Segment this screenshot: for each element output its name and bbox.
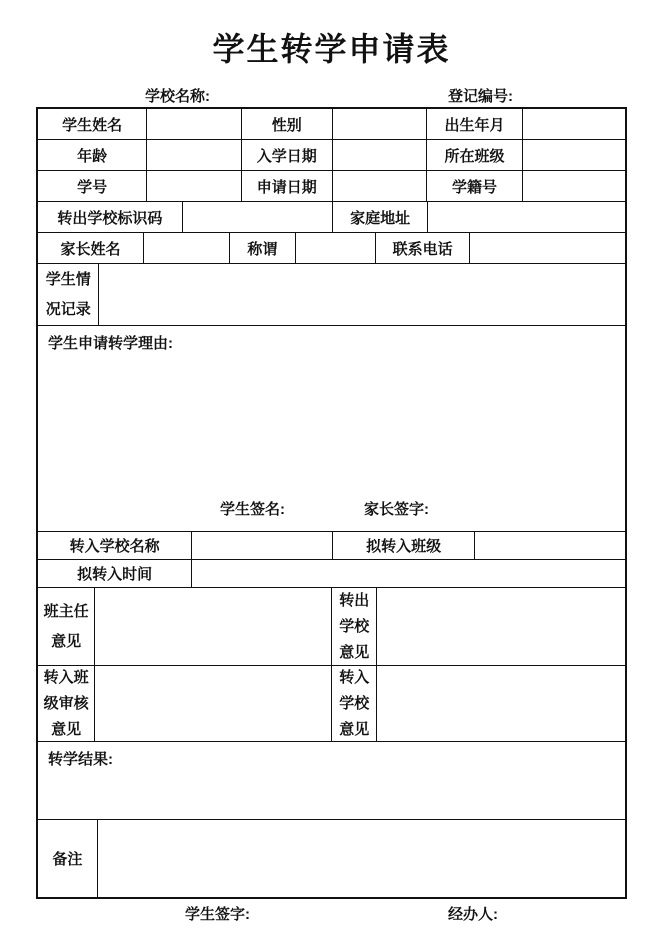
student-record-input[interactable]	[98, 264, 625, 325]
parent-name-label: 家长姓名	[60, 240, 121, 258]
transfer-in-school-opinion-label-line3: 意见	[339, 720, 370, 738]
student-name-label: 学生姓名	[62, 116, 123, 134]
proposed-class-input[interactable]	[474, 532, 625, 559]
proposed-time-label: 拟转入时间	[77, 566, 153, 583]
table-row	[38, 109, 625, 139]
age-input[interactable]	[146, 140, 240, 170]
student-id-input[interactable]	[146, 171, 240, 201]
transfer-in-school-opinion-label-line1: 转入	[339, 668, 370, 686]
parent-signature-label: 家长签字:	[364, 501, 429, 518]
current-class-input[interactable]	[522, 140, 625, 170]
table-row	[38, 325, 625, 531]
gender-input[interactable]	[332, 109, 426, 139]
school-name-label: 学校名称:	[145, 88, 210, 105]
table-row	[38, 232, 625, 263]
school-name-input[interactable]	[210, 90, 360, 106]
transfer-out-school-code-input[interactable]	[182, 202, 332, 232]
transfer-in-school-opinion-input[interactable]	[376, 666, 625, 741]
current-class-label: 所在班级	[426, 140, 521, 170]
student-status-no-label: 学籍号	[426, 171, 521, 201]
table-row	[38, 559, 625, 587]
table-row	[38, 819, 625, 897]
transfer-out-school-opinion-label-line3: 意见	[339, 643, 370, 661]
home-address-label: 家庭地址	[332, 202, 427, 232]
transfer-in-class-review-label-line2: 级审核	[43, 694, 89, 712]
registration-no-input[interactable]	[513, 90, 663, 106]
relationship-input[interactable]	[295, 233, 375, 263]
transfer-out-school-opinion-label-line1: 转出	[339, 591, 370, 609]
transfer-result-section[interactable]	[38, 742, 625, 819]
transfer-reason-section[interactable]	[38, 326, 625, 531]
remarks-label: 备注	[52, 851, 83, 868]
relationship-label: 称谓	[229, 233, 295, 263]
class-teacher-opinion-label-line2: 意见	[51, 632, 82, 650]
registration-no-label: 登记编号:	[448, 88, 513, 105]
student-record-label-line2: 况记录	[45, 300, 91, 318]
proposed-time-input[interactable]	[191, 560, 625, 587]
contact-phone-label: 联系电话	[375, 233, 468, 263]
transfer-out-school-opinion-label	[331, 588, 376, 665]
transfer-out-school-opinion-input[interactable]	[376, 588, 625, 665]
footer-handler-label: 经办人:	[448, 906, 498, 923]
gender-label: 性别	[241, 109, 332, 139]
student-record-label	[38, 264, 98, 325]
class-teacher-opinion-label-line1: 班主任	[43, 602, 89, 620]
contact-phone-input[interactable]	[469, 233, 625, 263]
transfer-in-school-opinion-label	[331, 666, 376, 741]
student-record-label-line1: 学生情	[45, 270, 91, 288]
table-row	[38, 263, 625, 325]
registration-no-field	[448, 85, 663, 106]
table-row	[38, 170, 625, 201]
transfer-in-class-review-label-line1: 转入班	[43, 668, 89, 686]
transfer-in-school-name-label: 转入学校名称	[69, 538, 160, 555]
student-name-input[interactable]	[146, 109, 240, 139]
enrollment-date-label: 入学日期	[241, 140, 332, 170]
student-id-label: 学号	[77, 178, 108, 196]
transfer-in-class-review-input[interactable]	[94, 666, 331, 741]
table-row	[38, 139, 625, 170]
home-address-input[interactable]	[427, 202, 625, 232]
table-row	[38, 741, 625, 819]
table-row	[38, 531, 625, 559]
remarks-input[interactable]	[97, 820, 625, 897]
footer-student-signature-label: 学生签字:	[185, 906, 250, 923]
transfer-out-school-code-label: 转出学校标识码	[57, 209, 163, 227]
table-row	[38, 665, 625, 741]
transfer-in-school-name-input[interactable]	[191, 532, 332, 559]
table-row	[38, 587, 625, 665]
table-row	[38, 201, 625, 232]
transfer-in-class-review-label	[38, 666, 94, 741]
transfer-in-school-opinion-label-line2: 学校	[339, 694, 370, 712]
student-signature-label: 学生签名:	[220, 501, 285, 518]
enrollment-date-input[interactable]	[332, 140, 426, 170]
birth-date-input[interactable]	[522, 109, 625, 139]
age-label: 年龄	[77, 147, 108, 165]
application-form-table	[36, 107, 627, 899]
class-teacher-opinion-label	[38, 588, 94, 665]
parent-name-input[interactable]	[143, 233, 229, 263]
application-date-label: 申请日期	[241, 171, 332, 201]
transfer-out-school-opinion-label-line2: 学校	[339, 617, 370, 635]
proposed-class-label: 拟转入班级	[332, 532, 474, 559]
class-teacher-opinion-input[interactable]	[94, 588, 331, 665]
application-date-input[interactable]	[332, 171, 426, 201]
birth-date-label: 出生年月	[426, 109, 521, 139]
transfer-reason-title: 学生申请转学理由:	[48, 335, 173, 352]
transfer-in-class-review-label-line3: 意见	[51, 720, 82, 738]
school-name-field	[145, 85, 360, 106]
transfer-result-title: 转学结果:	[48, 751, 113, 768]
page-title: 学生转学申请表	[212, 31, 451, 67]
student-status-no-input[interactable]	[522, 171, 625, 201]
